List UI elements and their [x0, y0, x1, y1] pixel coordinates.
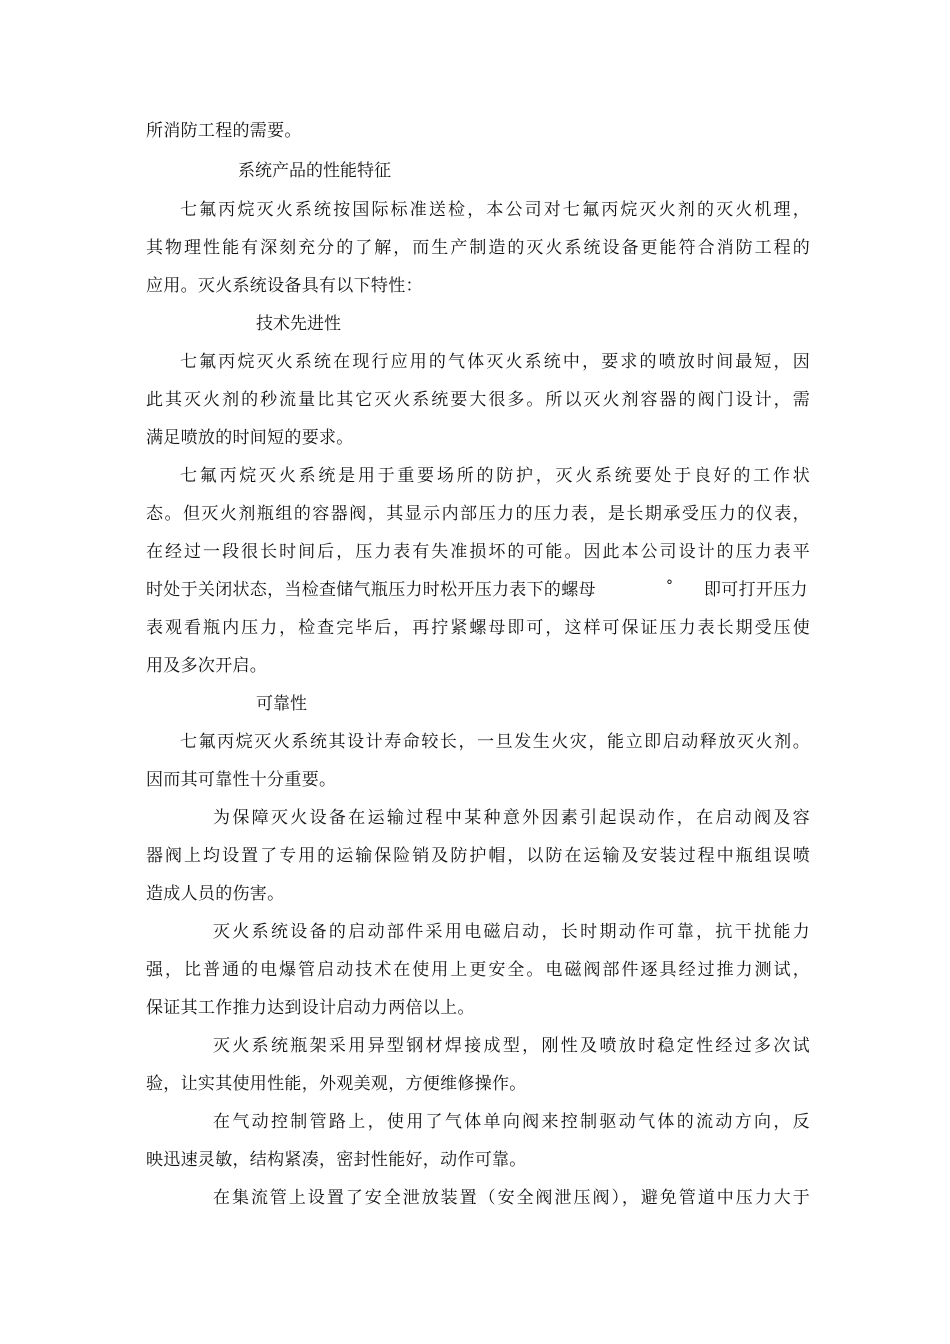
text-line: 七氟丙烷灭火系统是用于重要场所的防护，灭火系统要处于良好的工作状	[180, 466, 810, 486]
text-line: 保证其工作推力达到设计启动力两倍以上。	[146, 998, 475, 1018]
text-line: 即可打开压力	[704, 580, 808, 600]
text-line: 强，比普通的电爆管启动技术在使用上更安全。电磁阀部件逐具经过推力测试，	[146, 960, 810, 980]
section-heading-performance: 系统产品的性能特征	[238, 161, 391, 181]
text-line: 七氟丙烷灭火系统其设计寿命较长，一旦发生火灾，能立即启动释放灭火剂。	[180, 732, 810, 752]
text-line: 为保障灭火设备在运输过程中某种意外因素引起误动作，在启动阀及容	[213, 808, 810, 828]
degree-mark: °	[666, 578, 674, 594]
text-line: 灭火系统设备的启动部件采用电磁启动，长时期动作可靠，抗干扰能力	[213, 922, 810, 942]
section-heading-advanced-tech: 技术先进性	[256, 314, 341, 334]
text-line: 七氟丙烷灭火系统在现行应用的气体灭火系统中，要求的喷放时间最短，因	[180, 352, 810, 372]
text-line: 器阀上均设置了专用的运输保险销及防护帽，以防在运输及安装过程中瓶组误喷	[146, 846, 810, 866]
text-line: 灭火系统瓶架采用异型钢材焊接成型，刚性及喷放时稳定性经过多次试	[213, 1036, 810, 1056]
text-line: 在集流管上设置了安全泄放装置（安全阀泄压阀），避免管道中压力大于	[213, 1188, 810, 1208]
text-line: 用及多次开启。	[146, 656, 268, 676]
text-line: 在气动控制管路上，使用了气体单向阀来控制驱动气体的流动方向，反	[213, 1112, 810, 1132]
text-line: 因而其可靠性十分重要。	[146, 770, 337, 790]
text-line: 态。但灭火剂瓶组的容器阀，其显示内部压力的压力表，是长期承受压力的仪表，	[146, 504, 810, 524]
text-line: 应用。灭火系统设备具有以下特性：	[146, 276, 423, 296]
text-line: 其物理性能有深刻充分的了解，而生产制造的灭火系统设备更能符合消防工程的	[146, 238, 810, 258]
text-line: 时处于关闭状态，当检查储气瓶压力时松开压力表下的螺母	[146, 580, 596, 600]
section-heading-reliability: 可靠性	[256, 694, 307, 714]
text-line: 映迅速灵敏，结构紧凑，密封性能好，动作可靠。	[146, 1150, 527, 1170]
text-line: 验，让实其使用性能，外观美观，方便维修操作。	[146, 1074, 527, 1094]
text-line: 此其灭火剂的秒流量比其它灭火系统要大很多。所以灭火剂容器的阀门设计，需	[146, 390, 810, 410]
text-line: 造成人员的伤害。	[146, 884, 285, 904]
text-line: 七氟丙烷灭火系统按国际标准送检，本公司对七氟丙烷灭火剂的灭火机理，	[180, 200, 810, 220]
text-line: 满足喷放的时间短的要求。	[146, 428, 354, 448]
text-line: 所消防工程的需要。	[146, 121, 302, 141]
text-line: 在经过一段很长时间后，压力表有失准损坏的可能。因此本公司设计的压力表平	[146, 542, 810, 562]
text-line: 表观看瓶内压力，检查完毕后，再拧紧螺母即可，这样可保证压力表长期受压使	[146, 618, 810, 638]
